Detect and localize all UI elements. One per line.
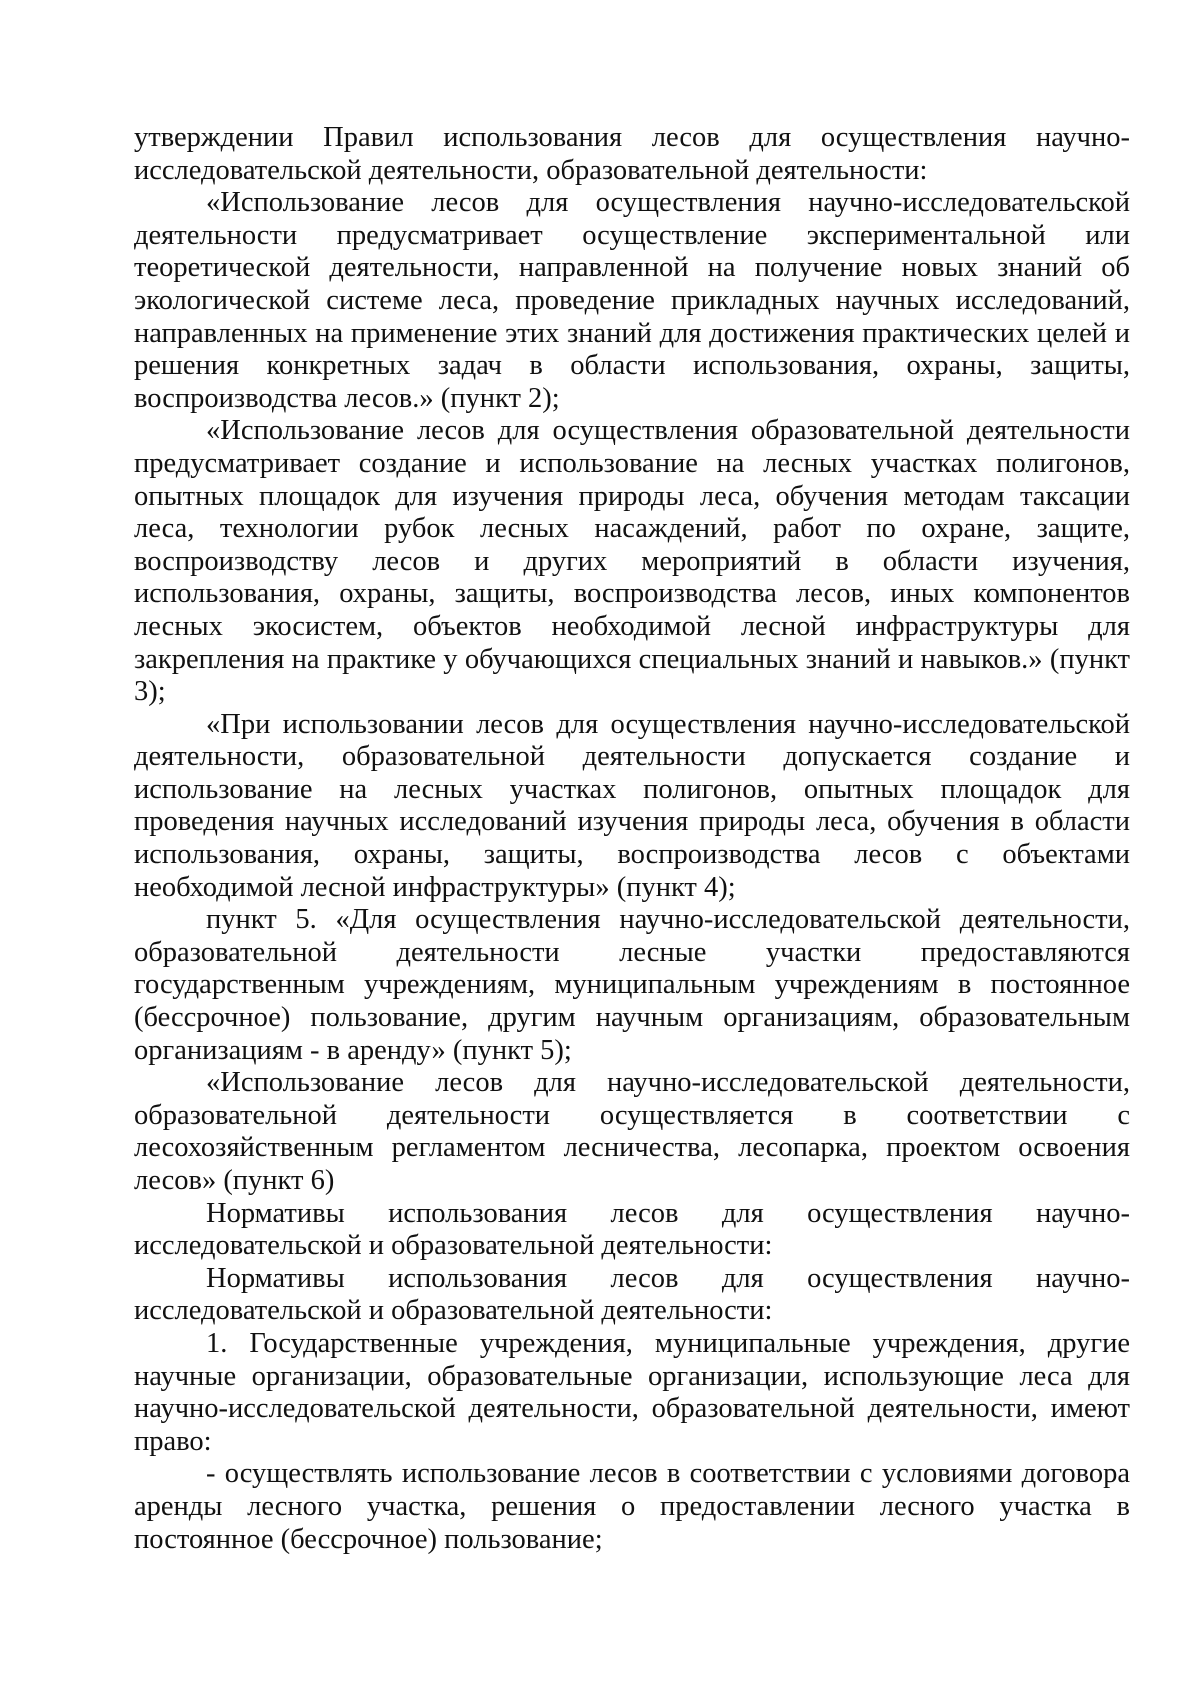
paragraph-norms-heading-2: Нормативы использования лесов для осуществления научно-исследовательской и образовательной деятельности: bbox=[134, 1262, 1130, 1327]
document-page bbox=[134, 122, 1130, 1556]
paragraph-norms-heading-1: Нормативы использования лесов для осуществления научно-исследовательской и образовательной деятельности: bbox=[134, 1197, 1130, 1262]
paragraph-item-1: 1. Государственные учреждения, муниципальные учреждения, другие научные организации, образовательные организации, использующие леса для научно-исследовательской деятельности, образовательной деятельности, имеют право: bbox=[134, 1327, 1130, 1457]
paragraph-item-dash: - осуществлять использование лесов в соответствии с условиями договора аренды лесного участка, решения о предоставлении лесного участка в постоянное (бессрочное) пользование; bbox=[134, 1458, 1130, 1555]
paragraph-point-5: пункт 5. «Для осуществления научно-исследовательской деятельности, образовательной деятельности лесные участки предоставляются государственным учреждениям, муниципальным учреждениям в постоянное (бессрочное) пользование, другим научным организациям, образовательным организациям - в аренду» (пункт 5); bbox=[134, 904, 1130, 1066]
paragraph-intro: утверждении Правил использования лесов для осуществления научно-исследовательской деятельности, образовательной деятельности: bbox=[134, 122, 1130, 186]
paragraph-quote-point-4: «При использовании лесов для осуществления научно-исследовательской деятельности, образовательной деятельности допускается создание и использование на лесных участках полигонов, опытных площадок для проведения научных исследований изучения природы леса, обучения в области использования, охраны, защиты, воспроизводства лесов с объектами необходимой лесной инфраструктуры» (пункт 4); bbox=[134, 708, 1130, 903]
paragraph-quote-point-6: «Использование лесов для научно-исследовательской деятельности, образовательной деятельности осуществляется в соответствии с лесохозяйственным регламентом лесничества, лесопарка, проектом освоения лесов» (пункт 6) bbox=[134, 1067, 1130, 1196]
paragraph-quote-point-2: «Использование лесов для осуществления научно-исследовательской деятельности предусматривает осуществление экспериментальной или теоретической деятельности, направленной на получение новых знаний об экологической системе леса, проведение прикладных научных исследований, направленных на применение этих знаний для достижения практических целей и решения конкретных задач в области использования, охраны, защиты, воспроизводства лесов.» (пункт 2); bbox=[134, 187, 1130, 414]
paragraph-quote-point-3: «Использование лесов для осуществления образовательной деятельности предусматривает создание и использование на лесных участках полигонов, опытных площадок для изучения природы леса, обучения методам таксации леса, технологии рубок лесных насаждений, работ по охране, защите, воспроизводству лесов и других мероприятий в области изучения, использования, охраны, защиты, воспроизводства лесов, иных компонентов лесных экосистем, объектов необходимой лесной инфраструктуры для закрепления на практике у обучающихся специальных знаний и навыков.» (пункт 3); bbox=[134, 415, 1130, 708]
